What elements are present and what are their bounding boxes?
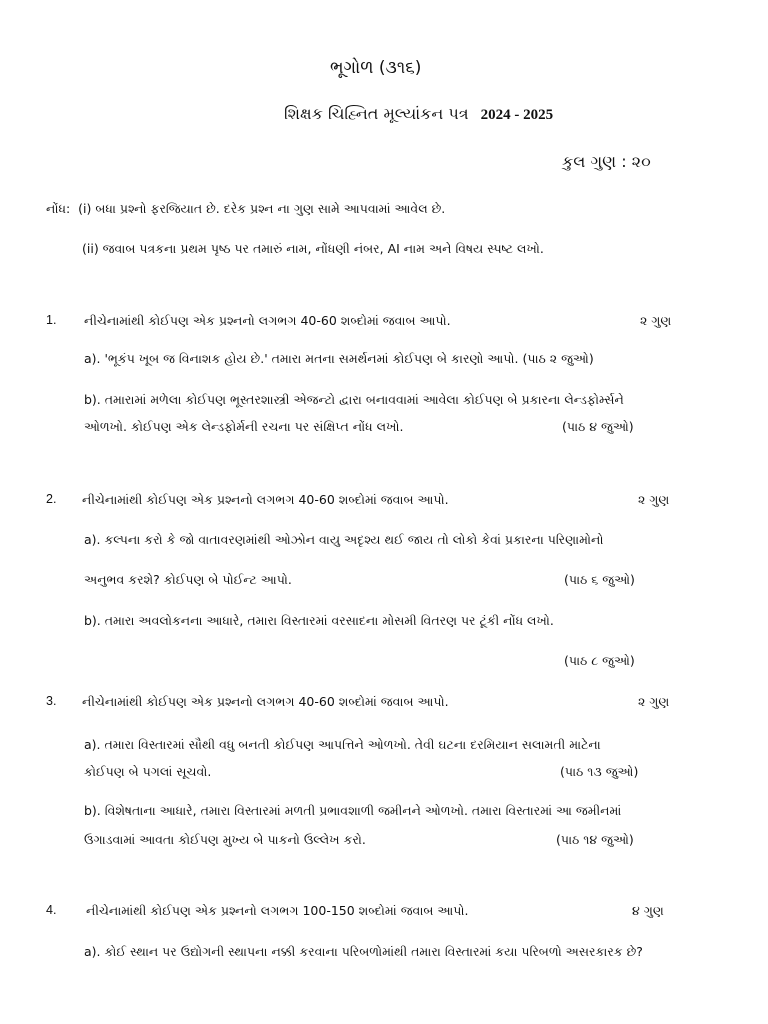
question-1-number: 1. bbox=[46, 313, 57, 327]
question-3a-line-1: a). તમારા વિસ્તારમાં સૌથી વધુ બનતી કોઈપણ આપત્તિને ઓળખો. તેવી ઘટના દરમિયાન સલામતી માટેના bbox=[84, 737, 601, 752]
subject-title: ભૂગોળ (૩૧૬) bbox=[330, 58, 422, 78]
question-3b-line-1: b). વિશેષતાના આધારે, તમારા વિસ્તારમાં મળતી પ્રભાવશાળી જમીનને ઓળખો. તમારા વિસ્તારમાં આ જમીનમાં bbox=[84, 803, 622, 818]
note-label: નોંધ: bbox=[46, 201, 71, 216]
question-2a-reference: (પાઠ ૬ જુઓ) bbox=[564, 572, 635, 587]
question-4-number: 4. bbox=[46, 903, 57, 917]
question-3b-line-2: ઉગાડવામાં આવતા કોઈપણ મુખ્ય બે પાકનો ઉલ્લેખ કરો. bbox=[84, 832, 366, 847]
question-4-instruction: નીચેનામાંથી કોઈપણ એક પ્રશ્નનો લગભગ 100-150 શબ્દોમાં જવાબ આપો. bbox=[86, 903, 469, 918]
paper-title: શિક્ષક ચિહ્નિત મૂલ્યાંકન પત્ર bbox=[284, 104, 469, 123]
question-2-marks: ૨ ગુણ bbox=[638, 492, 670, 507]
question-1b-line-2: ઓળખો. કોઈપણ એક લેન્ડફોર્મની રચના પર સંક્ષિપ્ત નોંધ લખો. bbox=[84, 419, 404, 434]
question-4a: a). કોઈ સ્થાન પર ઉદ્યોગની સ્થાપના નક્કી કરવાના પરિબળોમાંથી તમારા વિસ્તારમાં કયા પરિબળો અસરકારક છે? bbox=[84, 944, 643, 959]
note-line-1 bbox=[46, 201, 445, 217]
note-text-2: (ii) જવાબ પત્રકના પ્રથમ પૃષ્ઠ પર તમારું નામ, નોંધણી નંબર, AI નામ અને વિષય સ્પષ્ટ લખો. bbox=[82, 241, 544, 256]
question-2a-line-2: અનુભવ કરશે? કોઈપણ બે પોઈન્ટ આપો. bbox=[84, 572, 292, 587]
question-1-instruction: નીચેનામાંથી કોઈપણ એક પ્રશ્નનો લગભગ 40-60 શબ્દોમાં જવાબ આપો. bbox=[84, 313, 451, 328]
academic-year: 2024 - 2025 bbox=[480, 107, 554, 123]
question-4-marks: ૪ ગુણ bbox=[632, 903, 664, 918]
question-3-number: 3. bbox=[46, 694, 57, 708]
question-3b-reference: (પાઠ ૧૪ જુઓ) bbox=[556, 832, 634, 847]
question-3a-line-2: કોઈપણ બે પગલાં સૂચવો. bbox=[84, 764, 212, 779]
paper-title-line bbox=[284, 104, 553, 124]
question-3-marks: ૨ ગુણ bbox=[638, 694, 670, 709]
total-marks: કુલ ગુણ : ૨૦ bbox=[562, 152, 651, 171]
question-1-marks: ૨ ગુણ bbox=[640, 313, 672, 328]
question-1b-line-1: b). તમારામાં મળેલા કોઈપણ ભૂસ્તરશાસ્ત્રી એજન્ટો દ્વારા બનાવવામાં આવેલા કોઈપણ બે પ્રકારના લેન્ડફોર્મ્સને bbox=[84, 392, 624, 407]
question-3-instruction: નીચેનામાંથી કોઈપણ એક પ્રશ્નનો લગભગ 40-60 શબ્દોમાં જવાબ આપો. bbox=[82, 694, 449, 709]
question-2a-line-1: a). કલ્પના કરો કે જો વાતાવરણમાંથી ઓઝોન વાયુ અદૃશ્ય થઈ જાય તો લોકો કેવાં પ્રકારના પરિણામોનો bbox=[84, 532, 604, 547]
question-1b-reference: (પાઠ ૪ જુઓ) bbox=[562, 419, 634, 434]
question-2b: b). તમારા અવલોકનના આધારે, તમારા વિસ્તારમાં વરસાદના મોસમી વિતરણ પર ટૂંકી નોંધ લખો. bbox=[84, 613, 554, 628]
question-2b-reference: (પાઠ ૮ જુઓ) bbox=[564, 653, 635, 668]
note-text-1: (i) બધા પ્રશ્નો ફરજિયાત છે. દરેક પ્રશ્ન ના ગુણ સામે આપવામાં આવેલ છે. bbox=[78, 201, 446, 216]
question-1a: a). 'ભૂકંપ ખૂબ જ વિનાશક હોય છે.' તમારા મતના સમર્થનમાં કોઈપણ બે કારણો આપો. (પાઠ ૨ જુઓ) bbox=[84, 351, 594, 366]
question-2-number: 2. bbox=[46, 492, 57, 506]
question-3a-reference: (પાઠ ૧૩ જુઓ) bbox=[560, 764, 639, 779]
question-2-instruction: નીચેનામાંથી કોઈપણ એક પ્રશ્નનો લગભગ 40-60 શબ્દોમાં જવાબ આપો. bbox=[82, 492, 449, 507]
